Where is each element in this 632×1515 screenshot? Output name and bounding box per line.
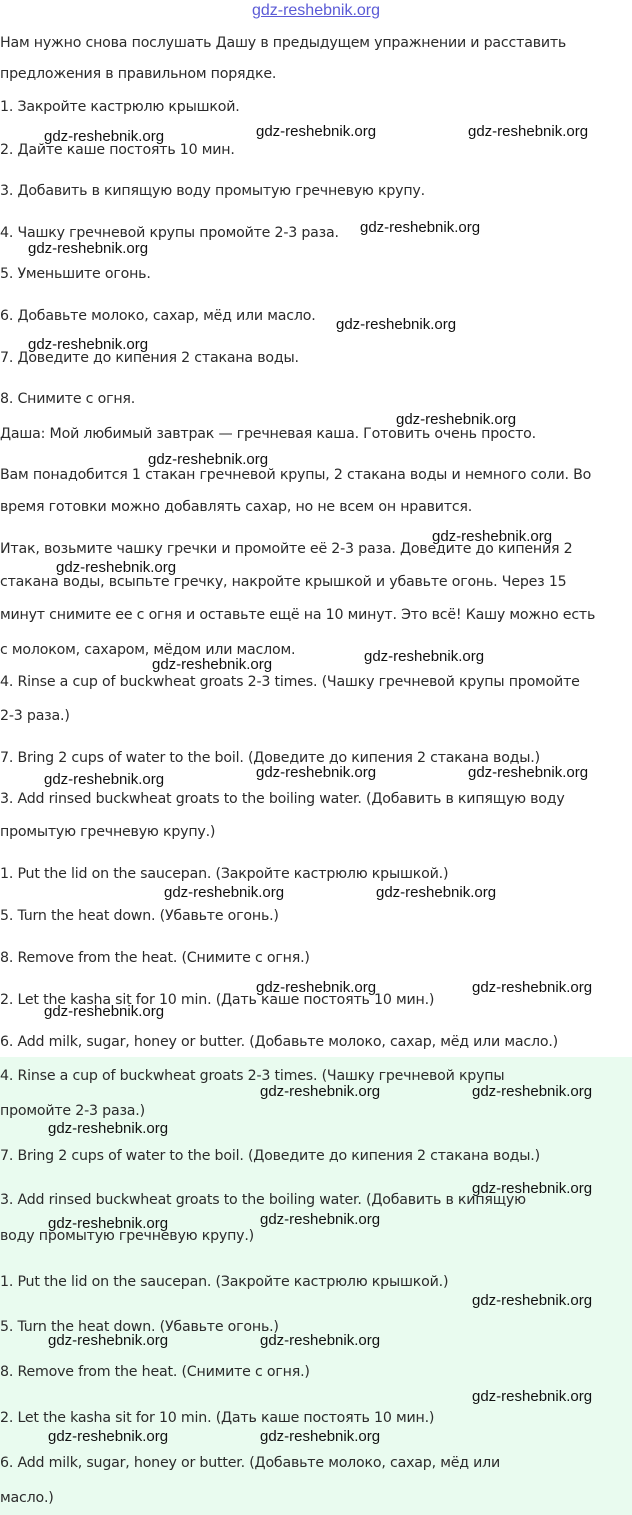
text-line: 1. Put the lid on the saucepan. (Закройте кастрюлю крышкой.) [0,866,449,882]
text-line: 1. Put the lid on the saucepan. (Закройте кастрюлю крышкой.) [0,1274,449,1290]
watermark-text: gdz-reshebnik.org [48,1215,169,1232]
watermark-text: gdz-reshebnik.org [432,528,553,545]
text-line: Даша: Мой любимый завтрак — гречневая каша. Готовить очень просто. [0,426,536,442]
text-line: минут снимите ее с огня и оставьте ещё на 10 минут. Это всё! Кашу можно есть [0,607,596,623]
watermark-text: gdz-reshebnik.org [336,316,457,333]
text-line: 7. Bring 2 cups of water to the boil. (Доведите до кипения 2 стакана воды.) [0,750,540,766]
text-line: 3. Добавить в кипящую воду промытую гречневую крупу. [0,183,425,199]
text-line: 7. Доведите до кипения 2 стакана воды. [0,350,299,366]
watermark-text: gdz-reshebnik.org [28,240,149,257]
text-line: промойте 2-3 раза.) [0,1103,145,1119]
text-line: Вам понадобится 1 стакан гречневой крупы, 2 стакана воды и немного соли. Во [0,467,592,483]
text-line: воду промытую гречневую крупу.) [0,1228,255,1244]
watermark-link-top[interactable]: gdz-reshebnik.org [251,2,381,19]
watermark-text: gdz-reshebnik.org [28,336,149,353]
text-line: 7. Bring 2 cups of water to the boil. (Доведите до кипения 2 стакана воды.) [0,1148,540,1164]
text-line: 6. Добавьте молоко, сахар, мёд или масло. [0,308,316,324]
watermark-text: gdz-reshebnik.org [44,771,165,788]
watermark-text: gdz-reshebnik.org [260,1332,381,1349]
text-line: 6. Add milk, sugar, honey or butter. (Добавьте молоко, сахар, мёд или масло.) [0,1034,558,1050]
text-line: 5. Turn the heat down. (Убавьте огонь.) [0,1319,279,1335]
watermark-text: gdz-reshebnik.org [56,559,177,576]
text-line: 5. Уменьшите огонь. [0,266,151,282]
watermark-text: gdz-reshebnik.org [256,764,377,781]
watermark-text: gdz-reshebnik.org [364,648,485,665]
text-line: 5. Turn the heat down. (Убавьте огонь.) [0,908,279,924]
text-line: Нам нужно снова послушать Дашу в предыдущем упражнении и расставить [0,35,567,51]
watermark-text: gdz-reshebnik.org [44,1003,165,1020]
text-line: предложения в правильном порядке. [0,66,277,82]
watermark-text: gdz-reshebnik.org [472,1388,593,1405]
watermark-text: gdz-reshebnik.org [472,1180,593,1197]
text-line: промытую гречневую крупу.) [0,824,216,840]
text-line: 8. Remove from the heat. (Снимите с огня.) [0,950,310,966]
text-line: 4. Чашку гречневой крупы промойте 2-3 раза. [0,225,339,241]
text-line: стакана воды, всыпьте гречку, накройте крышкой и убавьте огонь. Через 15 [0,574,567,590]
watermark-text: gdz-reshebnik.org [48,1120,169,1137]
watermark-text: gdz-reshebnik.org [260,1083,381,1100]
watermark-text: gdz-reshebnik.org [152,656,273,673]
text-line: 8. Remove from the heat. (Снимите с огня.) [0,1364,310,1380]
watermark-text: gdz-reshebnik.org [468,764,589,781]
watermark-text: gdz-reshebnik.org [376,884,497,901]
watermark-text: gdz-reshebnik.org [396,411,517,428]
watermark-text: gdz-reshebnik.org [472,1083,593,1100]
watermark-text: gdz-reshebnik.org [148,451,269,468]
watermark-text: gdz-reshebnik.org [260,1211,381,1228]
text-line: 4. Rinse a cup of buckwheat groats 2-3 times. (Чашку гречневой крупы промойте [0,674,580,690]
text-line: 4. Rinse a cup of buckwheat groats 2-3 times. (Чашку гречневой крупы [0,1068,505,1084]
watermark-text: gdz-reshebnik.org [256,979,377,996]
watermark-text: gdz-reshebnik.org [360,219,481,236]
text-line: 2. Дайте каше постоять 10 мин. [0,142,235,158]
watermark-text: gdz-reshebnik.org [472,1292,593,1309]
watermark-text: gdz-reshebnik.org [256,123,377,140]
text-line: 3. Add rinsed buckwheat groats to the boiling water. (Добавить в кипящую воду [0,791,565,807]
text-line: 2. Let the kasha sit for 10 min. (Дать каше постоять 10 мин.) [0,992,435,1008]
text-line: 3. Add rinsed buckwheat groats to the boiling water. (Добавить в кипящую [0,1192,526,1208]
text-line: 6. Add milk, sugar, honey or butter. (Добавьте молоко, сахар, мёд или [0,1455,501,1471]
text-line: время готовки можно добавлять сахар, но не всем он нравится. [0,499,473,515]
watermark-text: gdz-reshebnik.org [44,128,165,145]
watermark-text: gdz-reshebnik.org [164,884,285,901]
text-line: Итак, возьмите чашку гречки и промойте её 2-3 раза. Доведите до кипения 2 [0,541,573,557]
text-line: 2. Let the kasha sit for 10 min. (Дать каше постоять 10 мин.) [0,1410,435,1426]
watermark-text: gdz-reshebnik.org [48,1428,169,1445]
text-line: с молоком, сахаром, мёдом или маслом. [0,642,296,658]
watermark-text: gdz-reshebnik.org [48,1332,169,1349]
text-line: масло.) [0,1490,54,1506]
text-line: 1. Закройте кастрюлю крышкой. [0,99,240,115]
watermark-text: gdz-reshebnik.org [468,123,589,140]
text-line: 8. Снимите с огня. [0,391,136,407]
watermark-text: gdz-reshebnik.org [472,979,593,996]
text-line: 2-3 раза.) [0,708,70,724]
watermark-text: gdz-reshebnik.org [260,1428,381,1445]
